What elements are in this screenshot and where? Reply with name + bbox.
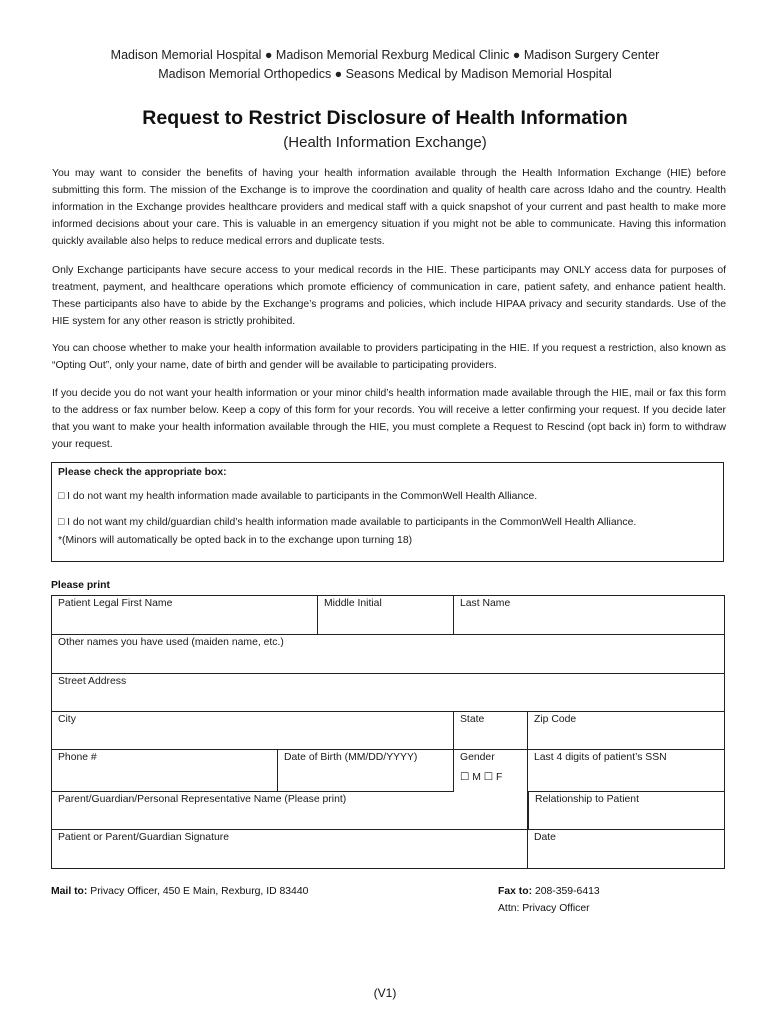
zip-code-label: Zip Code	[534, 714, 577, 725]
ssn-last4-label: Last 4 digits of patient’s SSN	[534, 752, 667, 763]
last-name-label: Last Name	[460, 598, 511, 609]
patient-info-form	[51, 595, 725, 869]
guardian-name-field[interactable]	[52, 792, 454, 830]
minors-note: *(Minors will automatically be opted back in to the exchange upon turning 18)	[58, 535, 413, 546]
relationship-field[interactable]	[528, 792, 724, 830]
opt-out-child-checkbox[interactable]: □ I do not want my child/guardian child’s health information made available to participants in the CommonWell Health Alliance.	[58, 517, 637, 528]
other-names-field[interactable]	[52, 635, 724, 674]
signature-field[interactable]	[52, 830, 528, 868]
date-label: Date	[534, 832, 556, 843]
intro-paragraph: You may want to consider the benefits of having your health information available through the Health Information Exchange (HIE) before submitting this form. The mission of the Exchange is to improve the coordination and quality of health care across Idaho and the country. Health information in the Exchange provides healthcare providers and medical staff with a quick snapshot of your current and past health to make more informed decisions about your care. This is valuable in an emergency situation if you might not be able to communicate. Having this information quickly available also helps to reduce medical errors and duplicate tests.	[52, 168, 726, 247]
fax-attention: Attn: Privacy Officer	[498, 903, 590, 914]
form-version: (V1)	[373, 986, 397, 1000]
first-name-label: Patient Legal First Name	[58, 598, 173, 609]
city-label: City	[58, 714, 76, 725]
opt-out-self-checkbox[interactable]: □ I do not want my health information made available to participants in the CommonWell Health Alliance.	[58, 491, 538, 502]
street-address-field[interactable]	[52, 674, 724, 712]
mail-to-label: Mail to:	[51, 886, 88, 897]
other-names-label: Other names you have used (maiden name, etc.)	[58, 637, 284, 648]
page-title: Request to Restrict Disclosure of Health Information	[142, 107, 628, 129]
state-label: State	[460, 714, 485, 725]
instructions-paragraph: If you decide you do not want your health information or your minor child’s health information made available through the HIE, mail or fax this form to the address or fax number below. Keep a copy of this form for your records. You will receive a letter confirming your request. If you decide later that you want to make your health information available through the HIE, you must complete a Request to Rescind (opt back in) form to withdraw your request.	[52, 388, 726, 450]
middle-initial-field[interactable]	[318, 596, 454, 635]
opt-out-paragraph: You can choose whether to make your health information available to providers participating in the HIE. If you request a restriction, also known as “Opting Out”, only your name, date of birth and gender will be available to participating providers.	[52, 343, 726, 371]
phone-field[interactable]	[52, 750, 278, 792]
gender-checkboxes[interactable]: ☐ M ☐ F	[460, 772, 503, 783]
phone-label: Phone #	[58, 752, 97, 763]
header-facilities-line1: Madison Memorial Hospital ● Madison Memorial Rexburg Medical Clinic ● Madison Surgery Center	[110, 48, 660, 62]
opt-out-checkbox-section	[51, 462, 724, 562]
city-field[interactable]	[52, 712, 454, 750]
street-address-label: Street Address	[58, 676, 127, 687]
first-name-field[interactable]	[52, 596, 318, 635]
please-print-label: Please print	[51, 580, 110, 591]
ssn-last4-field[interactable]	[528, 750, 724, 792]
fax-to-label: Fax to:	[498, 886, 533, 897]
gender-label: Gender	[460, 752, 495, 763]
page-subtitle: (Health Information Exchange)	[283, 134, 487, 151]
state-field[interactable]	[454, 712, 528, 750]
last-name-field[interactable]	[454, 596, 724, 635]
guardian-name-label: Parent/Guardian/Personal Representative Name (Please print)	[58, 794, 347, 805]
zip-code-field[interactable]	[528, 712, 724, 750]
header-facilities-line2: Madison Memorial Orthopedics ● Seasons Medical by Madison Memorial Hospital	[158, 67, 612, 81]
mail-address: Privacy Officer, 450 E Main, Rexburg, ID 83440	[87, 886, 309, 897]
access-paragraph: Only Exchange participants have secure access to your medical records in the HIE. These participants may ONLY access data for purposes of treatment, payment, and healthcare operations which promote efficiency of communication in care, patient safety, and enhance patient health. These participants also have to abide by the Exchange’s programs and policies, which include HIPAA privacy and security standards. Use of the HIE system for any other reason is strictly prohibited.	[52, 265, 726, 327]
signature-label: Patient or Parent/Guardian Signature	[58, 832, 229, 843]
middle-initial-label: Middle Initial	[324, 598, 382, 609]
relationship-label: Relationship to Patient	[535, 794, 639, 805]
checkbox-heading: Please check the appropriate box:	[58, 467, 227, 478]
gender-field[interactable]	[454, 750, 528, 830]
dob-label: Date of Birth (MM/DD/YYYY)	[284, 752, 418, 763]
dob-field[interactable]	[278, 750, 454, 792]
date-field[interactable]	[528, 830, 724, 868]
fax-to	[498, 886, 600, 897]
mail-to-address	[51, 886, 308, 897]
fax-number: 208-359-6413	[532, 886, 600, 897]
